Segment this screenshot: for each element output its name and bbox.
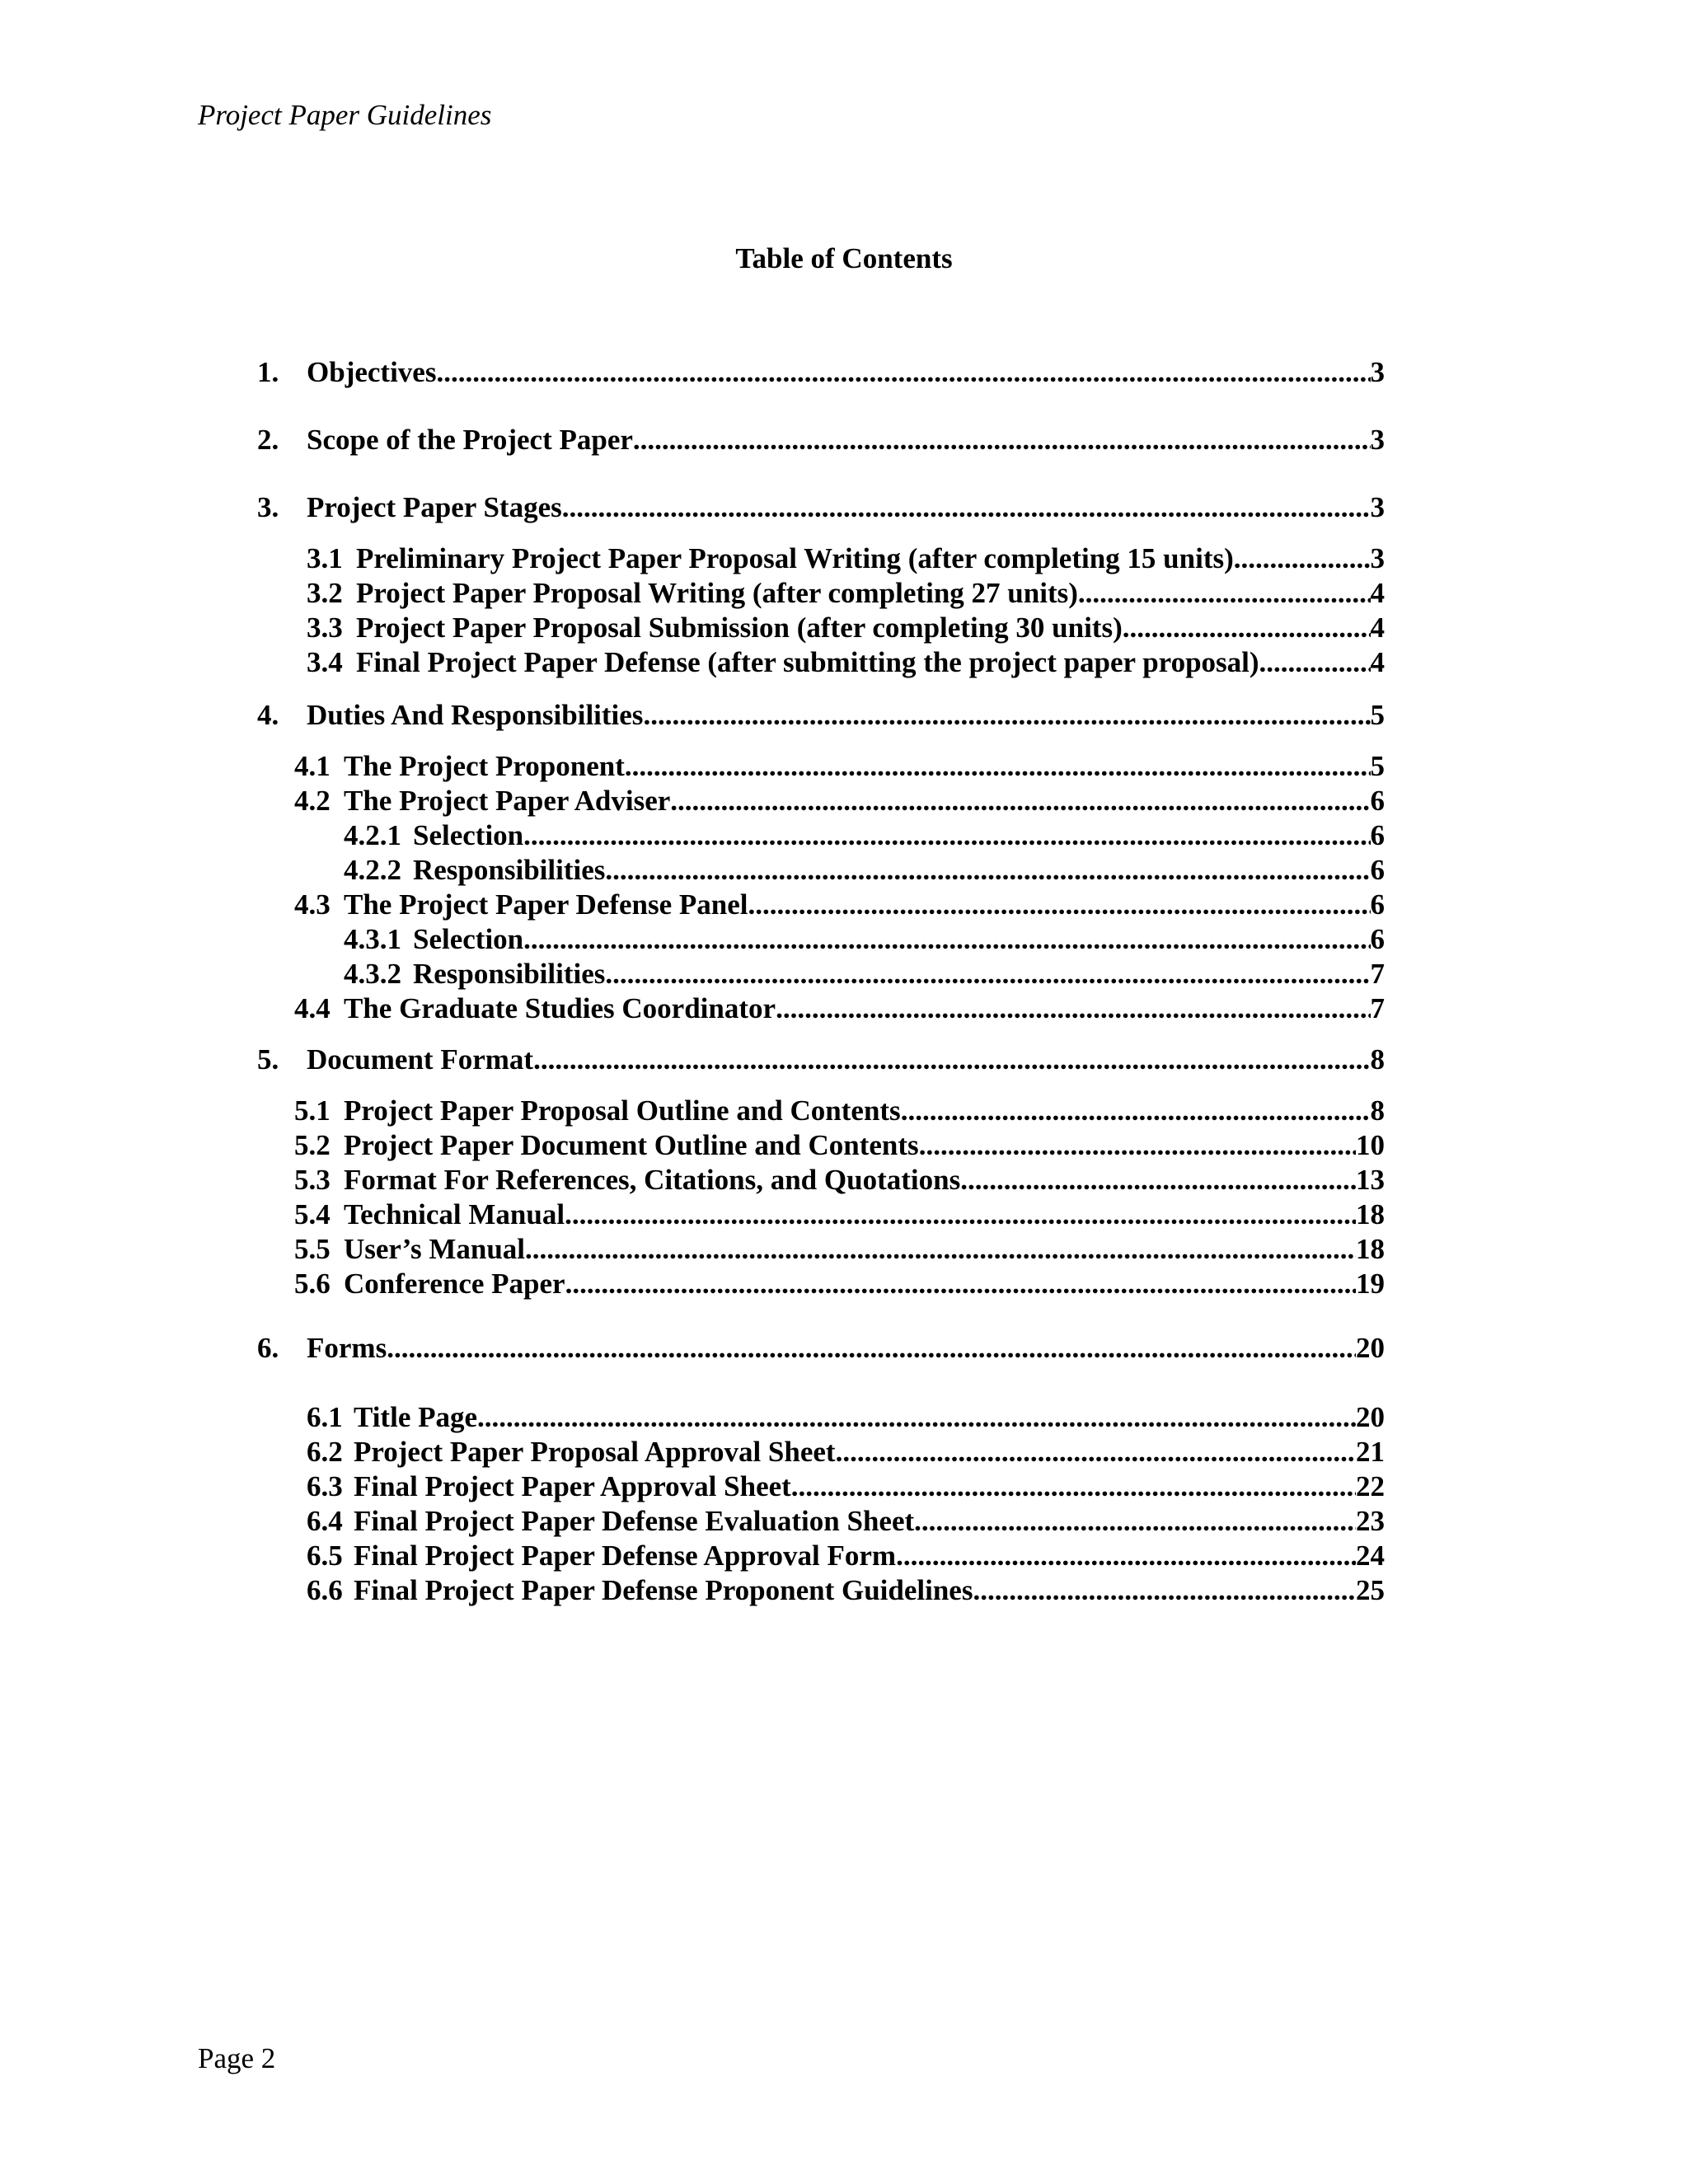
toc-entry-number: 6.6	[307, 1574, 343, 1606]
toc-dot-leader	[633, 422, 1371, 458]
toc-dot-leader	[523, 921, 1370, 958]
toc-dot-leader	[1259, 644, 1371, 681]
toc-entry-number: 6.1	[307, 1401, 343, 1433]
toc-dot-leader	[919, 1127, 1356, 1164]
toc-entry-label: Final Project Paper Defense Evaluation Sheet	[354, 1505, 915, 1537]
toc-entry-label: The Project Proponent	[344, 750, 625, 782]
toc-entry-label: Selection	[413, 819, 524, 851]
toc-dot-leader	[896, 1538, 1356, 1574]
toc-entry-number: 4.2.1	[344, 819, 401, 851]
toc-entry-4-2-2[interactable]	[344, 852, 1385, 888]
toc-entry-number: 6.3	[307, 1470, 343, 1502]
toc-entry-number: 2.	[257, 424, 279, 456]
toc-entry-number: 3.3	[307, 612, 343, 644]
toc-entry-number: 5.2	[294, 1129, 331, 1161]
toc-entry-page: 8	[1370, 1043, 1385, 1076]
toc-entry-stages[interactable]	[257, 490, 1385, 526]
toc-entry-3-1[interactable]	[307, 541, 1385, 577]
toc-entry-page: 3	[1370, 356, 1385, 388]
toc-entry-label: Selection	[413, 923, 524, 955]
toc-entry-label: The Project Paper Defense Panel	[344, 888, 748, 921]
toc-entry-label: Duties And Responsibilities	[307, 699, 644, 731]
toc-entry-page: 3	[1370, 491, 1385, 523]
toc-dot-leader	[533, 1042, 1370, 1078]
toc-entry-number: 4.1	[294, 750, 331, 782]
toc-entry-5-4[interactable]	[294, 1197, 1385, 1233]
toc-entry-number: 4.3.2	[344, 958, 401, 990]
toc-dot-leader	[748, 887, 1371, 923]
toc-dot-leader	[836, 1434, 1356, 1470]
toc-entry-number: 1.	[257, 356, 279, 388]
toc-entry-label: Project Paper Stages	[307, 491, 562, 523]
toc-entry-label: Format For References, Citations, and Quotations	[344, 1164, 961, 1196]
toc-entry-label: Document Format	[307, 1043, 534, 1076]
toc-entry-label: Conference Paper	[344, 1268, 565, 1300]
toc-entry-number: 6.2	[307, 1436, 343, 1468]
toc-dot-leader	[562, 490, 1371, 526]
toc-entry-duties[interactable]	[257, 697, 1385, 733]
toc-entry-page: 23	[1356, 1505, 1385, 1537]
toc-entry-3-4[interactable]	[307, 644, 1385, 681]
toc-entry-label: Title Page	[354, 1401, 478, 1433]
toc-dot-leader	[436, 354, 1370, 391]
toc-entry-number: 4.3	[294, 888, 331, 921]
toc-entry-page: 10	[1356, 1129, 1385, 1161]
toc-entry-label: Project Paper Proposal Approval Sheet	[354, 1436, 836, 1468]
toc-entry-4-3[interactable]	[294, 887, 1385, 923]
toc-entry-number: 5.1	[294, 1094, 331, 1127]
toc-entry-5-3[interactable]	[294, 1162, 1385, 1198]
toc-entry-number: 4.3.1	[344, 923, 401, 955]
toc-entry-number: 3.1	[307, 542, 343, 574]
toc-entry-5-2[interactable]	[294, 1127, 1385, 1164]
toc-entry-3-2[interactable]	[307, 575, 1385, 612]
toc-entry-4-1[interactable]	[294, 748, 1385, 785]
toc-entry-label: Forms	[307, 1332, 387, 1364]
toc-entry-label: Project Paper Proposal Writing (after completing 27 units)	[356, 577, 1078, 609]
toc-entry-5-1[interactable]	[294, 1093, 1385, 1129]
toc-dot-leader	[605, 956, 1370, 992]
toc-entry-page: 5	[1370, 750, 1385, 782]
toc-dot-leader	[387, 1330, 1356, 1366]
toc-dot-leader	[523, 818, 1370, 854]
toc-dot-leader	[914, 1503, 1356, 1540]
toc-entry-4-3-2[interactable]	[344, 956, 1385, 992]
toc-entry-label: Final Project Paper Defense (after submitting the project paper proposal)	[356, 646, 1259, 678]
toc-entry-4-2[interactable]	[294, 783, 1385, 819]
running-header: Project Paper Guidelines	[198, 99, 492, 131]
toc-entry-label: The Graduate Studies Coordinator	[344, 992, 776, 1024]
toc-entry-number: 5.3	[294, 1164, 331, 1196]
toc-entry-page: 20	[1356, 1332, 1385, 1364]
toc-dot-leader	[565, 1266, 1356, 1302]
toc-entry-number: 6.4	[307, 1505, 343, 1537]
toc-dot-leader	[477, 1399, 1356, 1436]
toc-dot-leader	[670, 783, 1370, 819]
toc-entry-page: 8	[1370, 1094, 1385, 1127]
toc-entry-4-3-1[interactable]	[344, 921, 1385, 958]
toc-entry-label: Final Project Paper Approval Sheet	[354, 1470, 791, 1502]
toc-dot-leader	[1078, 575, 1371, 612]
toc-entry-page: 20	[1356, 1401, 1385, 1433]
toc-entry-5-5[interactable]	[294, 1231, 1385, 1268]
toc-entry-6-3[interactable]	[307, 1469, 1385, 1505]
toc-entry-page: 6	[1370, 888, 1385, 921]
toc-entry-number: 5.5	[294, 1233, 331, 1265]
toc-entry-objectives[interactable]	[257, 354, 1385, 391]
toc-dot-leader	[1123, 610, 1371, 646]
toc-dot-leader	[960, 1162, 1356, 1198]
toc-entry-forms[interactable]	[257, 1330, 1385, 1366]
toc-entry-number: 3.4	[307, 646, 343, 678]
toc-entry-label: Final Project Paper Defense Proponent Guidelines	[354, 1574, 973, 1606]
toc-title: Table of Contents	[735, 242, 953, 274]
toc-entry-number: 5.	[257, 1043, 279, 1076]
toc-entry-label: Final Project Paper Defense Approval Form	[354, 1540, 897, 1572]
toc-entry-number: 4.2.2	[344, 854, 401, 886]
toc-entry-label: Objectives	[307, 356, 437, 388]
toc-entry-page: 6	[1370, 819, 1385, 851]
toc-entry-label: Responsibilities	[413, 958, 606, 990]
toc-entry-page: 13	[1356, 1164, 1385, 1196]
toc-entry-label: Responsibilities	[413, 854, 606, 886]
toc-dot-leader	[605, 852, 1370, 888]
toc-entry-page: 25	[1356, 1574, 1385, 1606]
toc-entry-6-2[interactable]	[307, 1434, 1385, 1470]
toc-entry-label: Preliminary Project Paper Proposal Writing (after completing 15 units)	[356, 542, 1234, 574]
toc-dot-leader	[625, 748, 1371, 785]
toc-entry-page: 4	[1370, 577, 1385, 609]
toc-entry-number: 5.4	[294, 1198, 331, 1230]
toc-dot-leader	[791, 1469, 1356, 1505]
toc-entry-number: 6.	[257, 1332, 279, 1364]
toc-entry-number: 4.2	[294, 785, 331, 817]
toc-entry-6-1[interactable]	[307, 1399, 1385, 1436]
toc-entry-page: 7	[1370, 992, 1385, 1024]
toc-entry-number: 6.5	[307, 1540, 343, 1572]
toc-entry-page: 24	[1356, 1540, 1385, 1572]
toc-entry-page: 4	[1370, 646, 1385, 678]
toc-entry-page: 19	[1356, 1268, 1385, 1300]
toc-dot-leader	[643, 697, 1370, 733]
toc-entry-page: 7	[1370, 958, 1385, 990]
toc-entry-number: 3.2	[307, 577, 343, 609]
toc-dot-leader	[1234, 541, 1371, 577]
toc-entry-page: 3	[1370, 424, 1385, 456]
toc-entry-number: 3.	[257, 491, 279, 523]
toc-entry-number: 4.4	[294, 992, 331, 1024]
toc-entry-6-4[interactable]	[307, 1503, 1385, 1540]
toc-entry-page: 6	[1370, 785, 1385, 817]
toc-dot-leader	[973, 1572, 1356, 1609]
toc-entry-number: 4.	[257, 699, 279, 731]
toc-entry-label: The Project Paper Adviser	[344, 785, 671, 817]
toc-dot-leader	[525, 1231, 1356, 1268]
toc-entry-page: 6	[1370, 854, 1385, 886]
toc-entry-page: 6	[1370, 923, 1385, 955]
toc-entry-5-6[interactable]	[294, 1266, 1385, 1302]
toc-entry-page: 18	[1356, 1198, 1385, 1230]
toc-dot-leader	[776, 991, 1370, 1027]
toc-entry-page: 21	[1356, 1436, 1385, 1468]
toc-entry-label: Technical Manual	[344, 1198, 565, 1230]
toc-entry-label: User’s Manual	[344, 1233, 526, 1265]
toc-entry-page: 4	[1370, 612, 1385, 644]
toc-entry-label: Project Paper Proposal Submission (after completing 30 units)	[356, 612, 1123, 644]
toc-entry-document-format[interactable]	[257, 1042, 1385, 1078]
toc-entry-label: Project Paper Proposal Outline and Contents	[344, 1094, 901, 1127]
toc-dot-leader	[901, 1093, 1371, 1129]
toc-entry-page: 18	[1356, 1233, 1385, 1265]
toc-entry-3-3[interactable]	[307, 610, 1385, 646]
toc-entry-label: Scope of the Project Paper	[307, 424, 633, 456]
toc-entry-6-5[interactable]	[307, 1538, 1385, 1574]
toc-entry-label: Project Paper Document Outline and Contents	[344, 1129, 919, 1161]
toc-entry-4-2-1[interactable]	[344, 818, 1385, 854]
toc-entry-page: 22	[1356, 1470, 1385, 1502]
toc-entry-page: 3	[1370, 542, 1385, 574]
page-number-footer: Page 2	[198, 2042, 276, 2074]
toc-entry-scope[interactable]	[257, 422, 1385, 458]
toc-entry-4-4[interactable]	[294, 991, 1385, 1027]
toc-entry-page: 5	[1370, 699, 1385, 731]
toc-dot-leader	[565, 1197, 1356, 1233]
toc-entry-number: 5.6	[294, 1268, 331, 1300]
toc-entry-6-6[interactable]	[307, 1572, 1385, 1609]
